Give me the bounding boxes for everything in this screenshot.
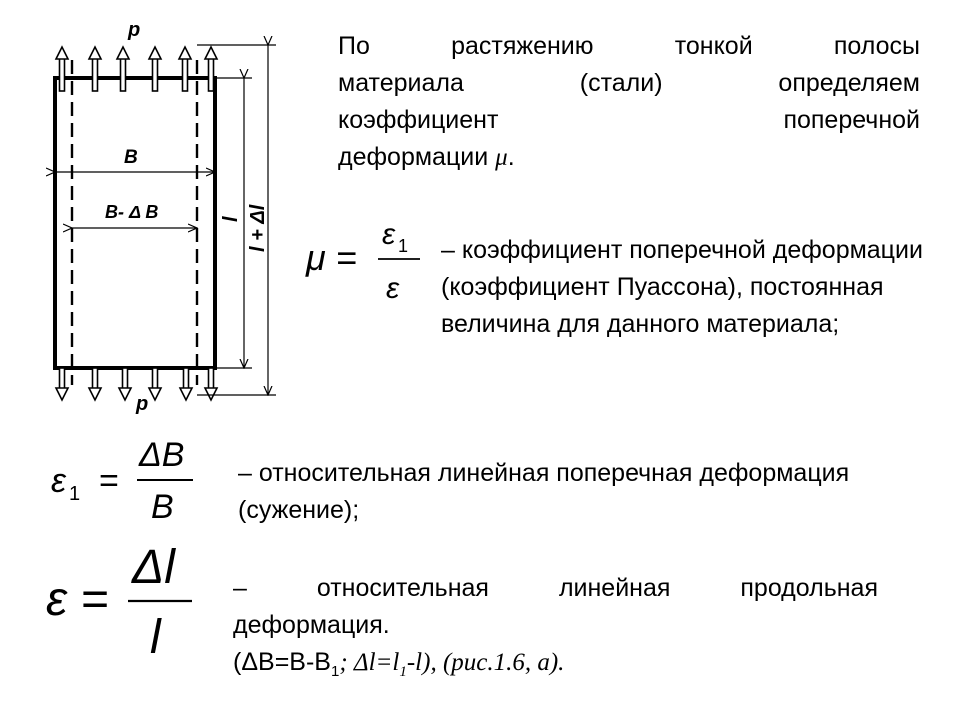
load-arrow bbox=[89, 368, 101, 400]
mu-formula-denominator: ε bbox=[386, 272, 400, 305]
eps1-formula-eq: = bbox=[99, 462, 119, 500]
load-arrow bbox=[149, 47, 161, 91]
eps-description bbox=[233, 570, 883, 691]
mu-description: – коэффициент поперечной деформации (коэффициент Пуассона), постоянная величина для данного материала; bbox=[441, 236, 923, 338]
relation-part: -l), (рис.1.6, а). bbox=[406, 649, 565, 676]
relation-part: (ΔB=B-B bbox=[233, 648, 331, 676]
eps1-description: – относительная линейная поперечная деформация (сужение); bbox=[238, 459, 850, 524]
tension-strip-diagram bbox=[0, 0, 300, 420]
intro-line-2 bbox=[338, 65, 920, 102]
delta-relation bbox=[233, 644, 883, 691]
narrowed-width-label: B- Δ B bbox=[105, 202, 159, 222]
load-label-top: p bbox=[128, 19, 141, 41]
load-arrow bbox=[149, 368, 161, 400]
intro-word: поперечной bbox=[783, 106, 920, 134]
intro-word: По bbox=[338, 32, 370, 60]
eps-description-word: относительная bbox=[316, 574, 489, 602]
eps-description-line-1 bbox=[233, 570, 878, 607]
mu-formula-numerator-sub: 1 bbox=[398, 236, 409, 256]
relation-subscript: 1 bbox=[330, 663, 340, 680]
length-label: l bbox=[220, 216, 242, 222]
relation-part: ; Δ bbox=[339, 649, 369, 676]
deformed-strip bbox=[72, 60, 197, 385]
mu-formula-numerator: ε bbox=[382, 218, 396, 251]
intro-word: растяжению bbox=[451, 32, 594, 60]
intro-line-1 bbox=[338, 28, 920, 65]
intro-word: материала bbox=[338, 69, 464, 97]
intro-paragraph bbox=[338, 28, 920, 176]
load-label-bottom: p bbox=[136, 393, 149, 415]
width-label: B bbox=[124, 147, 138, 168]
eps1-formula bbox=[45, 428, 215, 528]
load-arrow bbox=[56, 47, 68, 91]
eps-formula-numerator: Δl bbox=[132, 541, 175, 594]
original-strip bbox=[55, 78, 215, 368]
eps1-formula-lhs: ε bbox=[51, 462, 66, 500]
mu-symbol: μ bbox=[495, 144, 508, 171]
intro-line-4 bbox=[338, 139, 920, 176]
intro-word: определяем bbox=[778, 69, 920, 97]
eps-formula-denominator: l bbox=[150, 611, 161, 664]
load-arrow bbox=[179, 47, 191, 91]
load-arrow bbox=[56, 368, 68, 400]
load-arrow bbox=[119, 368, 131, 400]
intro-word: (стали) bbox=[579, 69, 663, 97]
eps-description-word: – bbox=[233, 574, 247, 602]
load-arrow bbox=[117, 47, 129, 91]
eps-description-word: продольная bbox=[740, 574, 878, 602]
load-arrow bbox=[89, 47, 101, 91]
top-load-arrows bbox=[56, 47, 217, 91]
intro-word: коэффициент bbox=[338, 106, 499, 134]
relation-subscript: 1 bbox=[399, 664, 407, 680]
relation-part: l=l bbox=[368, 649, 400, 676]
intro-period: . bbox=[507, 143, 515, 171]
eps-formula-lhs: ε = bbox=[46, 573, 109, 626]
intro-word: тонкой bbox=[674, 32, 753, 60]
load-arrow bbox=[180, 368, 192, 400]
eps1-formula-denominator: B bbox=[151, 488, 174, 526]
eps1-formula-lhs-sub: 1 bbox=[69, 483, 81, 505]
intro-word: деформации bbox=[338, 143, 489, 171]
mu-formula bbox=[300, 210, 440, 310]
intro-line-3 bbox=[338, 102, 920, 139]
eps-description-line-2: деформация. bbox=[233, 611, 390, 639]
eps1-formula-numerator: ΔB bbox=[139, 436, 185, 474]
eps-description-word: линейная bbox=[558, 574, 671, 602]
intro-word: полосы bbox=[833, 32, 920, 60]
mu-formula-lhs: μ = bbox=[306, 237, 357, 278]
eps-formula bbox=[40, 535, 220, 665]
elongated-length-label: l + Δl bbox=[247, 204, 269, 252]
